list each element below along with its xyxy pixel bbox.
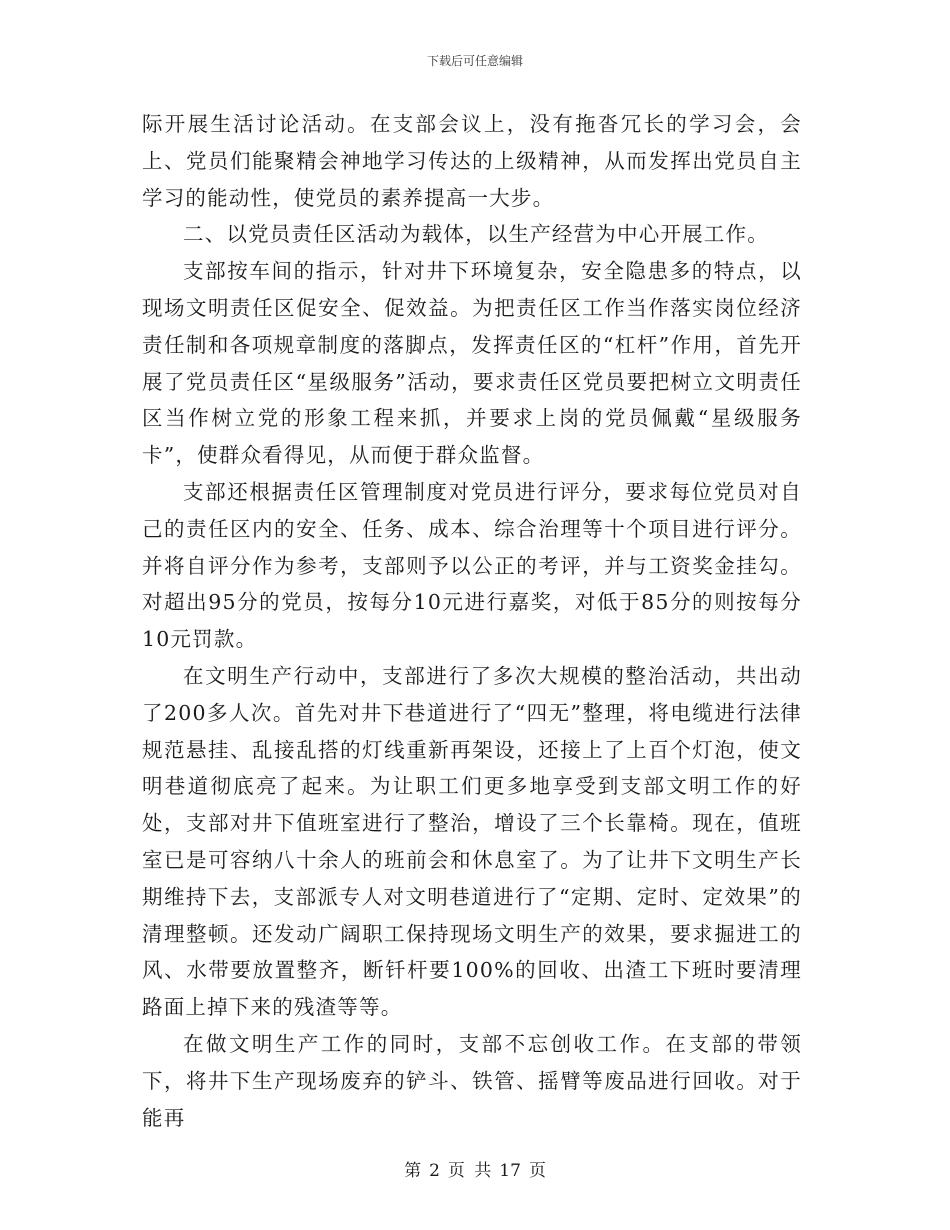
total-pages: 17	[499, 1161, 521, 1181]
footer-suffix: 页	[528, 1161, 546, 1181]
paragraph: 支部按车间的指示，针对井下环境复杂，安全隐患多的特点，以现场文明责任区促安全、促效益。为把责任区工作当作落实岗位经济责任制和各项规章制度的落脚点，发挥责任区的“杠杆”作用，首先开展了党员责任区“星级服务”活动，要求责任区党员要把树立文明责任区当作树立党的形象工程来抓，并要求上岗的党员佩戴“星级服务卡”，使群众看得见，从而便于群众监督。	[142, 259, 802, 468]
document-body	[142, 106, 802, 1136]
footer-prefix: 第	[404, 1161, 422, 1181]
paragraph: 二、以党员责任区活动为载体，以生产经营为中心开展工作。	[183, 222, 769, 247]
paragraph: 支部还根据责任区管理制度对党员进行评分，要求每位党员对自己的责任区内的安全、任务、成本、综合治理等十个项目进行评分。并将自评分作为参考，支部则予以公正的考评，并与工资奖金挂勾。对超出95分的党员，按每分10元进行嘉奖，对低于85分的则按每分10元罚款。	[142, 479, 802, 652]
page-footer	[0, 1156, 950, 1181]
page-header: 下载后可任意编辑	[426, 54, 523, 68]
paragraph: 在做文明生产工作的同时，支部不忘创收工作。在支部的带领下，将井下生产现场废弃的铲斗、铁管、摇臂等废品进行回收。对于能再	[142, 1031, 802, 1130]
footer-middle: 页 共	[447, 1161, 492, 1181]
paragraph: 在文明生产行动中，支部进行了多次大规模的整治活动，共出动了200多人次。首先对井下巷道进行了“四无”整理，将电缆进行法律规范悬挂、乱接乱搭的灯线重新再架设，还接上了上百个灯泡，使文明巷道彻底亮了起来。为让职工们更多地享受到支部文明工作的好处，支部对井下值班室进行了整治，增设了三个长靠椅。现在，值班室已是可容纳八十余人的班前会和休息室了。为了让井下文明生产长期维持下去，支部派专人对文明巷道进行了“定期、定时、定效果”的清理整顿。还发动广阔职工保持现场文明生产的效果，要求掘进工的风、水带要放置整齐，断钎杆要100%的回收、出渣工下班时要清理路面上掉下来的残渣等等。	[142, 663, 802, 1020]
paragraph: 际开展生活讨论活动。在支部会议上，没有拖沓冗长的学习会，会上、党员们能聚精会神地学习传达的上级精神，从而发挥出党员自主学习的能动性，使党员的素养提高一大步。	[142, 112, 802, 210]
page-number: 2	[429, 1161, 440, 1181]
